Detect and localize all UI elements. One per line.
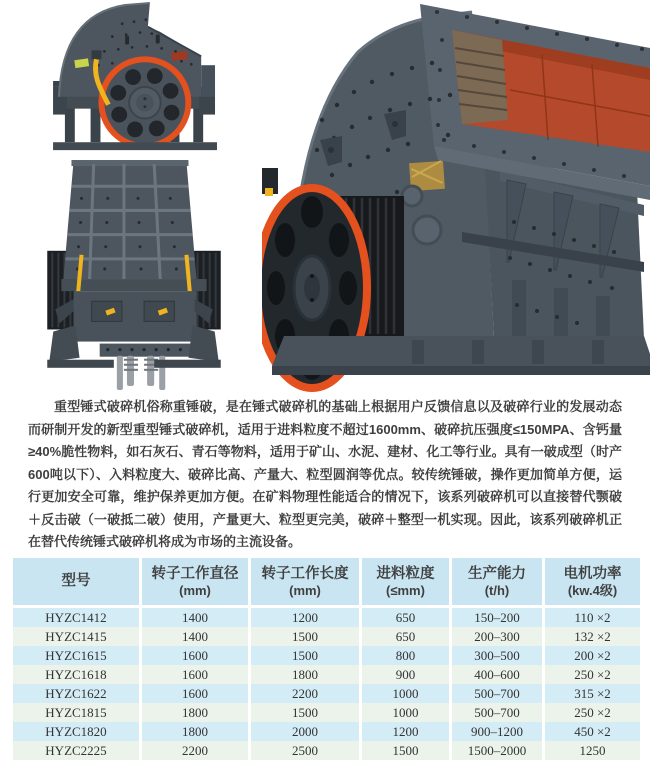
spec-cell: 1600 [139,665,248,684]
spec-table [13,558,640,760]
spec-cell: 1800 [248,665,359,684]
photo-hammer-crusher-side-view [50,2,224,160]
spec-column-header: 转子工作直径 (mm) [139,558,248,608]
spec-cell: 300–500 [449,646,542,665]
spec-cell: 2200 [248,684,359,703]
spec-cell: 1800 [139,722,248,741]
spec-cell: 2200 [139,741,248,760]
spec-cell: 1500 [248,703,359,722]
spec-row [13,608,640,627]
spec-cell: 315 ×2 [542,684,640,703]
spec-table-head [13,558,640,608]
spec-cell: 900–1200 [449,722,542,741]
spec-cell: 1000 [359,684,449,703]
spec-cell: 1250 [542,741,640,760]
spec-column-header: 型号 [13,558,139,608]
spec-cell: 1400 [139,627,248,646]
spec-cell: 1200 [359,722,449,741]
intro-paragraph: 重型锤式破碎机俗称重锤破，是在锤式破碎机的基础上根据用户反馈信息以及破碎行业的发展动态而研制开发的新型重型锤式破碎机，适用于进料粒度不超过1600mm、破碎抗压强度≤150MPA、含钙量≥40%脆性物料，如石灰石、青石等物料，适用于矿山、水泥、建材、化工等行业。具有一破成型（时产600吨以下）、入料粒度大、破碎比高、产量大、粒型圆润等优点。较传统锤破，操作更加简单方便，运行更加安全可靠，维护保养更加方便。在矿料物理性能适合的情况下，该系列破碎机可以直接替代颚破＋反击破（一破抵二破）使用，产量更大、粒型更完美，破碎＋整型一机实现。因此，该系列破碎机正在替代传统锤式破碎机将成为市场的主流设备。 [28,399,622,549]
spec-cell: 1500 [359,741,449,760]
spec-cell: 132 ×2 [542,627,640,646]
spec-cell: 400–600 [449,665,542,684]
spec-cell: 500–700 [449,703,542,722]
spec-column-header: 进料粒度 (≤mm) [359,558,449,608]
spec-cell: 200 ×2 [542,646,640,665]
spec-cell: 650 [359,627,449,646]
spec-row [13,722,640,741]
spec-cell: HYZC1622 [13,684,139,703]
spec-column-header: 生产能力 (t/h) [449,558,542,608]
spec-cell: 1000 [359,703,449,722]
spec-cell: 200–300 [449,627,542,646]
photo-hammer-crusher-three-quarter-view [262,0,650,392]
spec-cell: 800 [359,646,449,665]
spec-row [13,703,640,722]
spec-cell: 2500 [248,741,359,760]
spec-column-header: 电机功率 (kw.4级) [542,558,640,608]
spec-cell: 1400 [139,608,248,627]
spec-cell: 1600 [139,684,248,703]
spec-cell: HYZC1618 [13,665,139,684]
spec-cell: HYZC1415 [13,627,139,646]
spec-row [13,627,640,646]
spec-cell: 150–200 [449,608,542,627]
photo-hammer-crusher-front-view [46,158,222,392]
spec-row [13,665,640,684]
spec-cell: 1500 [248,627,359,646]
spec-cell: 110 ×2 [542,608,640,627]
spec-cell: HYZC2225 [13,741,139,760]
spec-cell: HYZC1815 [13,703,139,722]
spec-cell: 1500 [248,646,359,665]
spec-cell: 1200 [248,608,359,627]
spec-table-body [13,608,640,760]
spec-cell: 1800 [139,703,248,722]
spec-cell: 500–700 [449,684,542,703]
spec-cell: 1600 [139,646,248,665]
spec-cell: HYZC1412 [13,608,139,627]
spec-row [13,684,640,703]
spec-cell: 450 ×2 [542,722,640,741]
spec-column-header: 转子工作长度 (mm) [248,558,359,608]
spec-row [13,646,640,665]
spec-cell: 250 ×2 [542,665,640,684]
spec-row [13,741,640,760]
spec-cell: 900 [359,665,449,684]
spec-cell: 650 [359,608,449,627]
spec-cell: HYZC1820 [13,722,139,741]
spec-header-row [13,558,640,608]
spec-cell: HYZC1615 [13,646,139,665]
spec-cell: 1500–2000 [449,741,542,760]
spec-cell: 2000 [248,722,359,741]
spec-cell: 250 ×2 [542,703,640,722]
